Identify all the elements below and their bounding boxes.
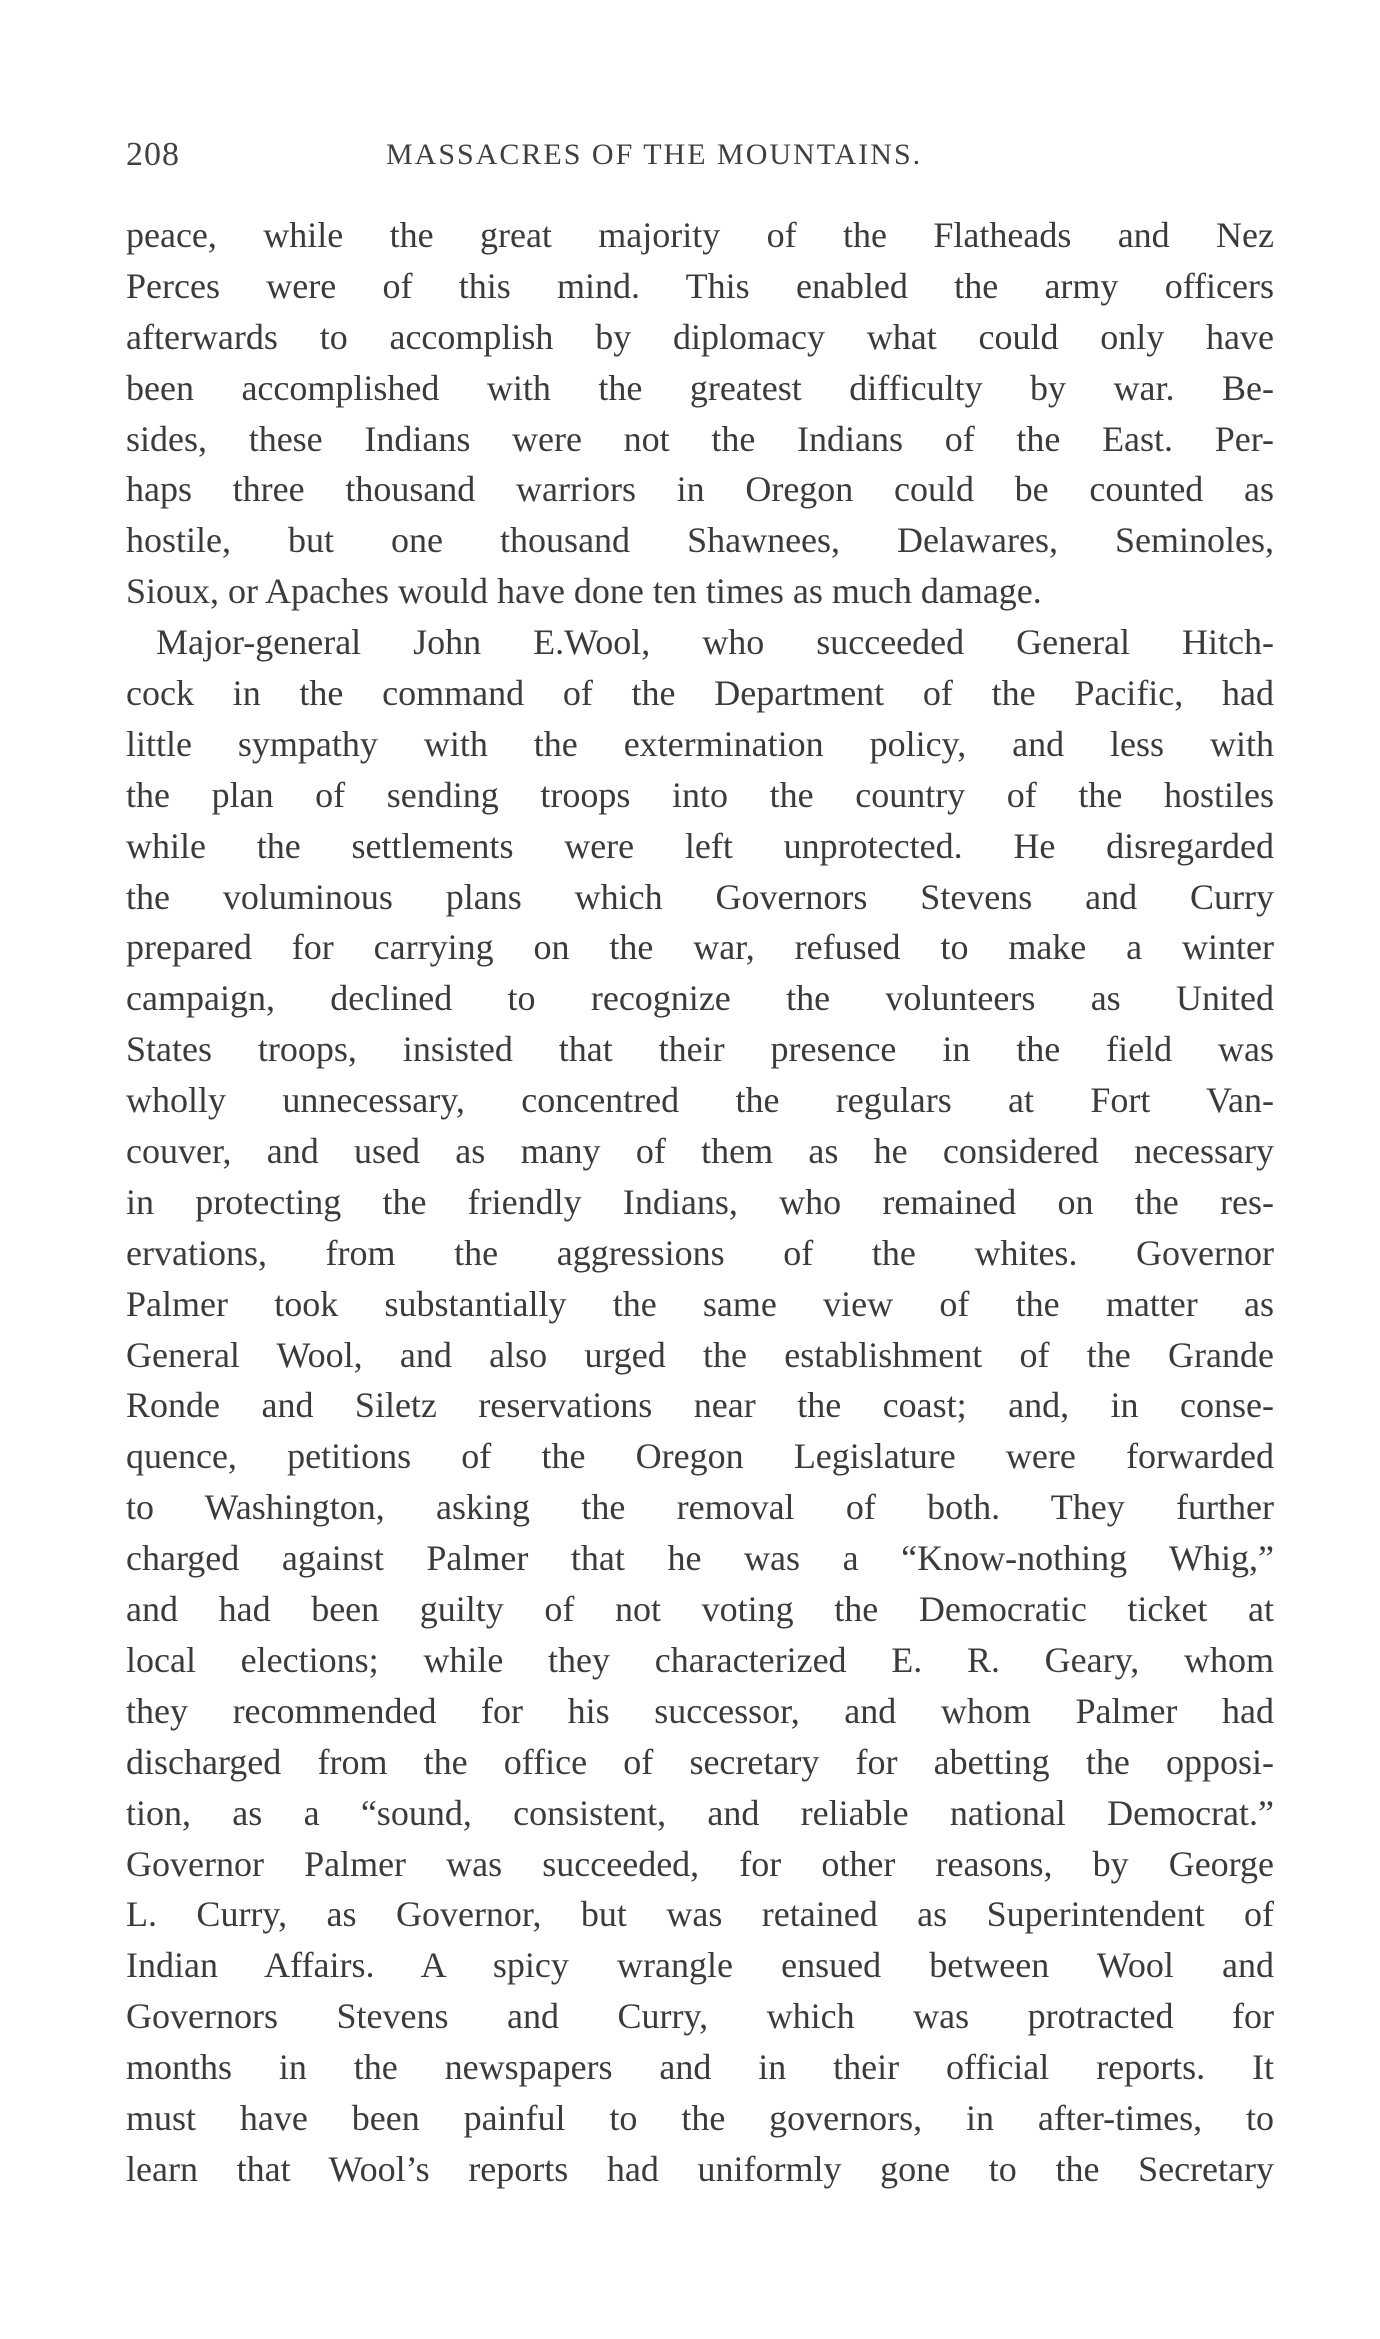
text-line: been accomplished with the greatest difficulty by war. Be-: [126, 367, 1274, 408]
text-line: tion, as a “sound, consistent, and reliable national Democrat.”: [126, 1792, 1274, 1833]
text-line: Palmer took substantially the same view of the matter as: [126, 1283, 1274, 1324]
text-line: the plan of sending troops into the country of the hostiles: [126, 774, 1274, 815]
text-line: must have been painful to the governors, in after-times, to: [126, 2097, 1274, 2138]
page-number: 208: [126, 136, 180, 173]
text-line: learn that Wool’s reports had uniformly gone to the Secretary: [126, 2148, 1274, 2189]
text-line: charged against Palmer that he was a “Know-nothing Whig,”: [126, 1538, 1274, 1579]
text-line: little sympathy with the extermination policy, and less with: [126, 723, 1274, 764]
text-line: months in the newspapers and in their official reports. It: [126, 2047, 1274, 2088]
text-line: States troops, insisted that their presence in the field was: [126, 1029, 1274, 1070]
text-line: Perces were of this mind. This enabled the army officers: [126, 265, 1274, 306]
text-line: haps three thousand warriors in Oregon could be counted as: [126, 469, 1274, 510]
text-line: quence, petitions of the Oregon Legislature were forwarded: [126, 1436, 1274, 1477]
text-line: wholly unnecessary, concentred the regulars at Fort Van-: [126, 1080, 1274, 1121]
page-header: [126, 136, 1266, 186]
text-line: General Wool, and also urged the establishment of the Grande: [126, 1334, 1274, 1375]
text-line: Indian Affairs. A spicy wrangle ensued between Wool and: [126, 1945, 1274, 1986]
text-line: and had been guilty of not voting the Democratic ticket at: [126, 1589, 1274, 1630]
text-line: Governors Stevens and Curry, which was protracted for: [126, 1996, 1274, 2037]
text-line: local elections; while they characterized E. R. Geary, whom: [126, 1639, 1274, 1680]
text-line: in protecting the friendly Indians, who remained on the res-: [126, 1181, 1274, 1222]
running-head: MASSACRES OF THE MOUNTAINS.: [386, 138, 923, 171]
text-line: campaign, declined to recognize the volunteers as United: [126, 978, 1274, 1019]
text-line: hostile, but one thousand Shawnees, Delawares, Seminoles,: [126, 520, 1274, 561]
paragraph-start-line: Major-general John E.Wool, who succeeded General Hitch-: [156, 622, 1274, 663]
text-line: cock in the command of the Department of the Pacific, had: [126, 673, 1274, 714]
text-line: L. Curry, as Governor, but was retained as Superintendent of: [126, 1894, 1274, 1935]
text-line: afterwards to accomplish by diplomacy what could only have: [126, 316, 1274, 357]
body-text: [126, 210, 1274, 2195]
text-line: while the settlements were left unprotected. He disregarded: [126, 825, 1274, 866]
text-line: the voluminous plans which Governors Stevens and Curry: [126, 876, 1274, 917]
text-line: Ronde and Siletz reservations near the coast; and, in conse-: [126, 1385, 1274, 1426]
text-line: discharged from the office of secretary for abetting the opposi-: [126, 1741, 1274, 1782]
text-line: prepared for carrying on the war, refused to make a winter: [126, 927, 1274, 968]
text-line: peace, while the great majority of the Flatheads and Nez: [126, 215, 1274, 255]
text-line: Governor Palmer was succeeded, for other reasons, by George: [126, 1843, 1274, 1884]
text-line: to Washington, asking the removal of both. They further: [126, 1487, 1274, 1528]
text-line: couver, and used as many of them as he considered necessary: [126, 1131, 1274, 1172]
text-line: they recommended for his successor, and whom Palmer had: [126, 1690, 1274, 1731]
text-line: Sioux, or Apaches would have done ten times as much damage.: [126, 571, 1042, 612]
text-line: ervations, from the aggressions of the whites. Governor: [126, 1232, 1274, 1273]
text-line: sides, these Indians were not the Indians of the East. Per-: [126, 418, 1274, 459]
